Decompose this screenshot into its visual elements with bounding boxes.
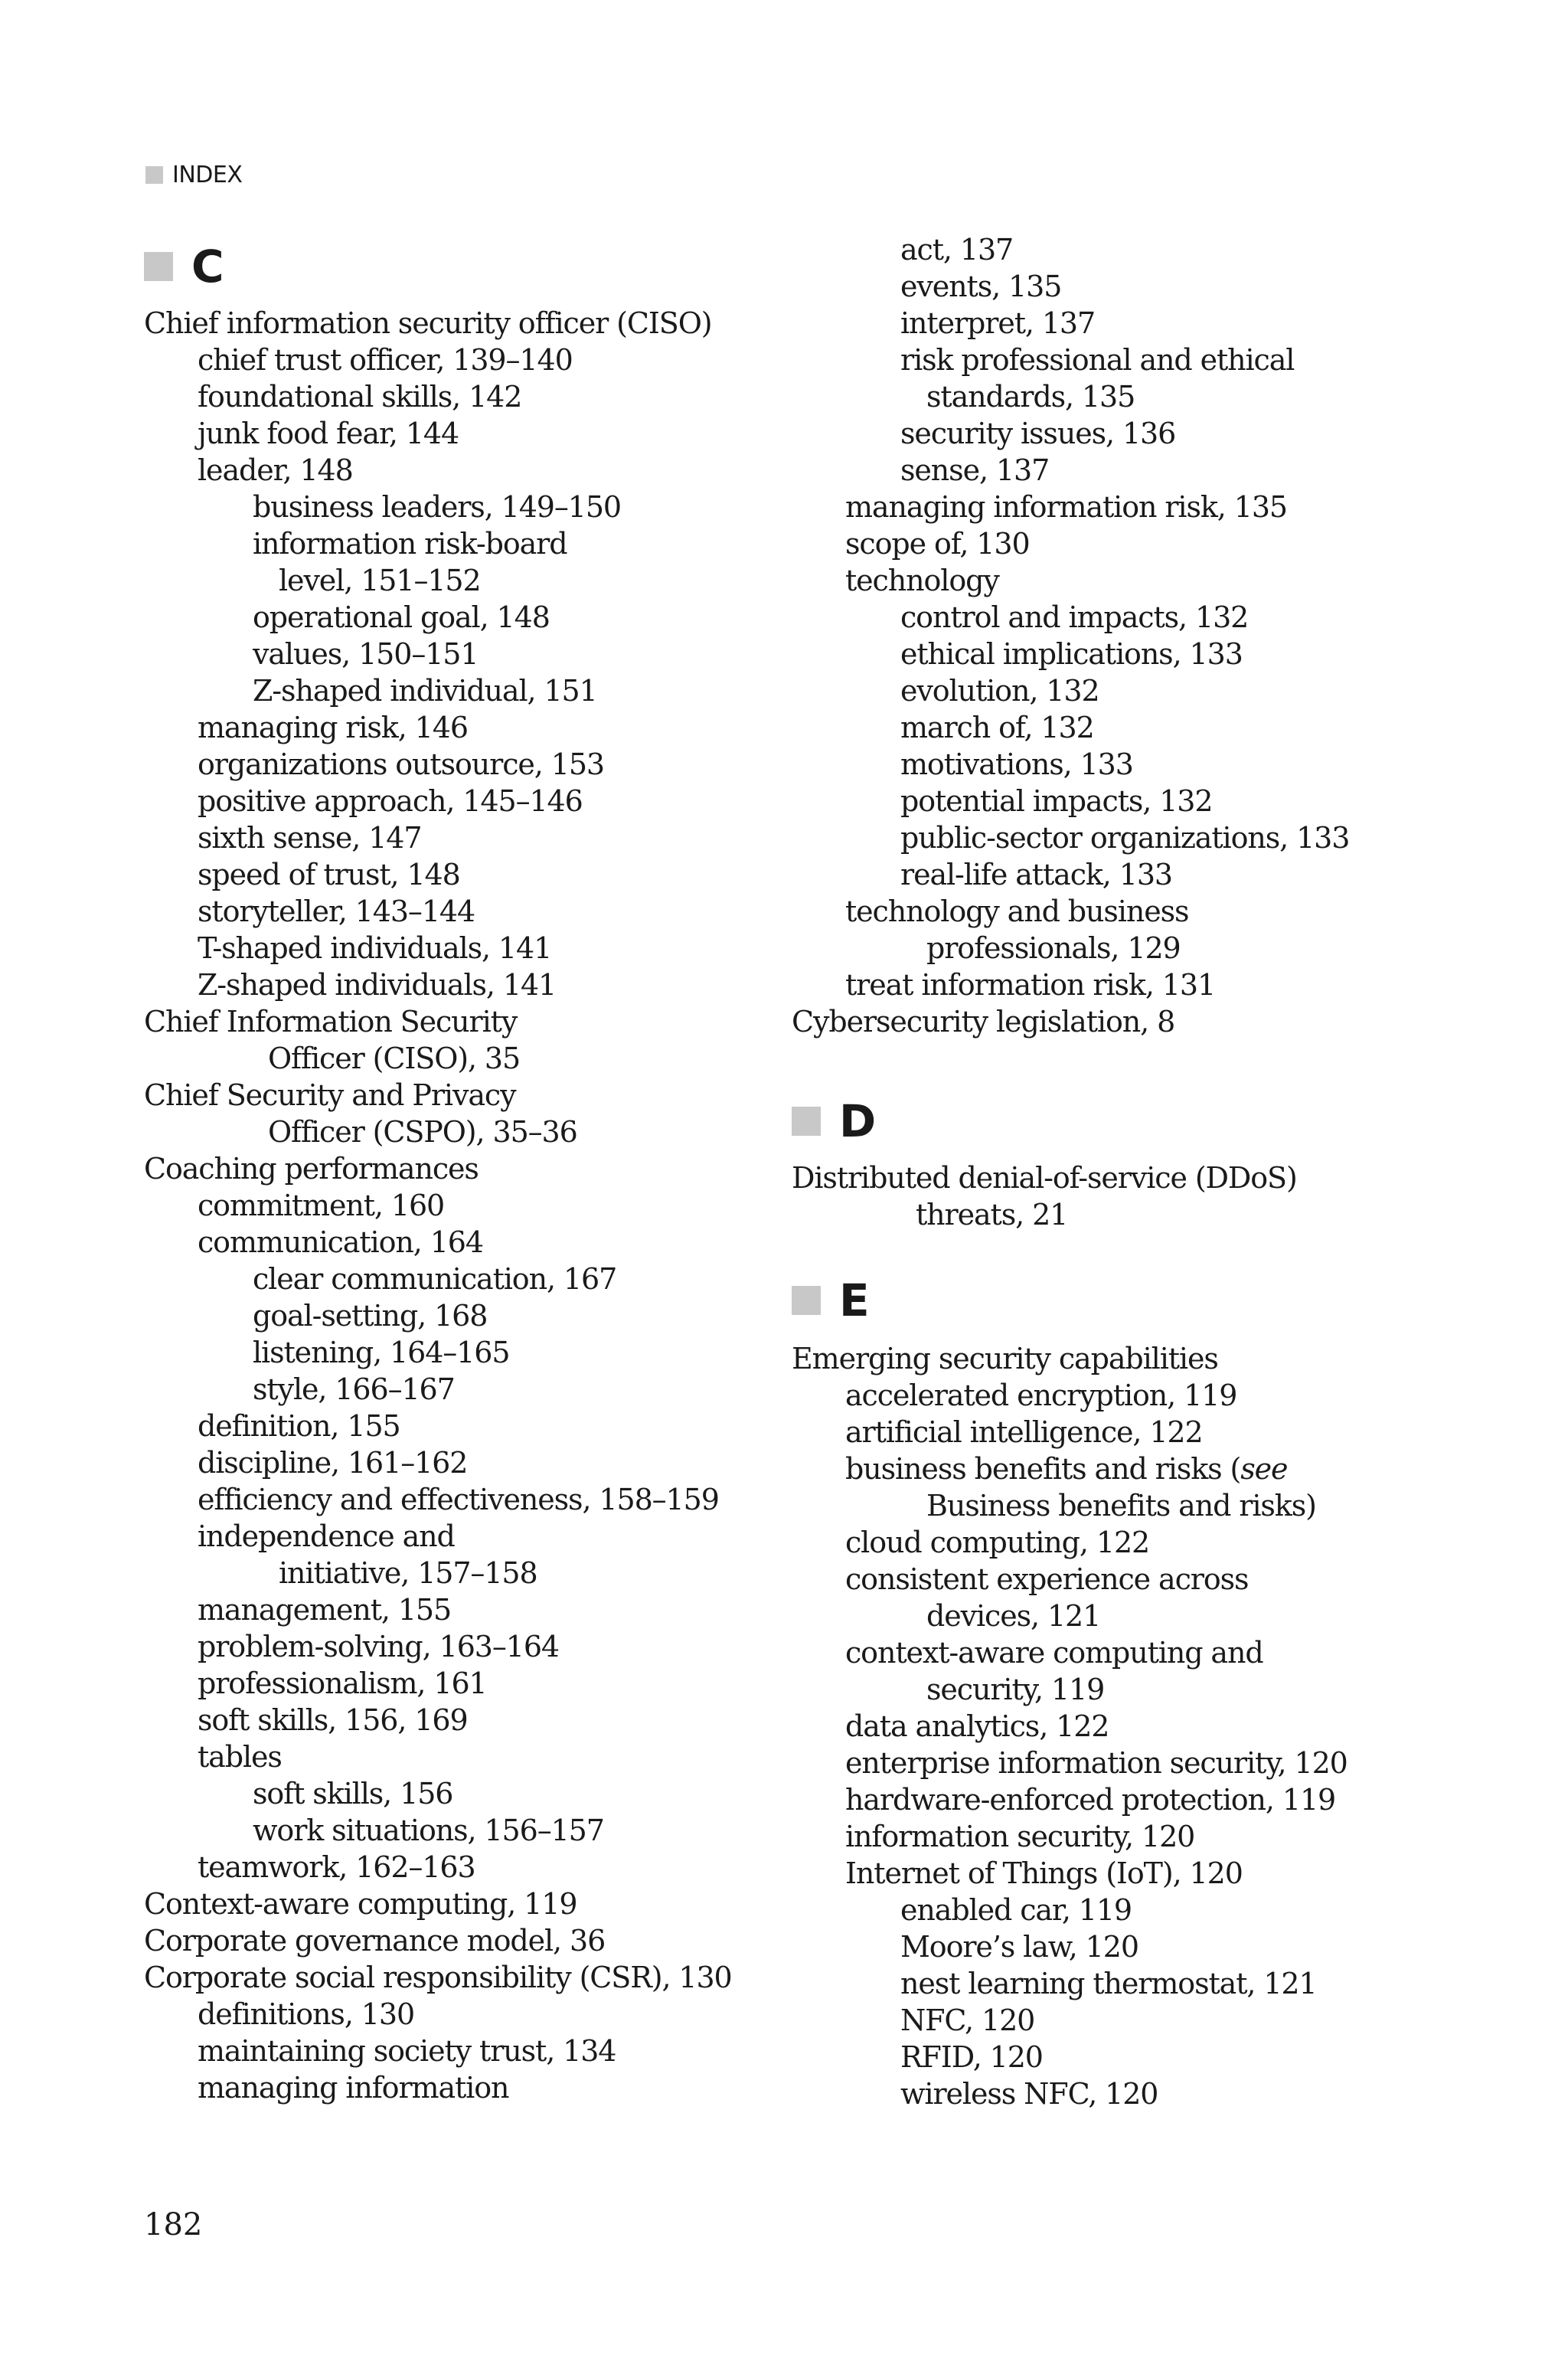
index-continuation: devices, 121 [926,1599,1101,1633]
index-subsubentry: NFC, 120 [900,2003,1035,2037]
index-subentry: efficiency and effectiveness, 158–159 [198,1483,719,1516]
index-subentry: professionalism, 161 [198,1667,487,1700]
index-subentry: junk food fear, 144 [198,417,459,450]
index-subentry: leader, 148 [198,453,353,487]
index-entry: Corporate social responsibility (CSR), 130 [144,1961,732,1994]
index-subentry: Internet of Things (IoT), 120 [845,1856,1243,1890]
index-subentry: maintaining society trust, 134 [198,2034,616,2068]
index-subentry: Z-shaped individuals, 141 [198,968,557,1002]
index-subsubentry: wireless NFC, 120 [900,2077,1158,2111]
index-subentry: foundational skills, 142 [198,380,522,414]
index-subsubentry: Moore’s law, 120 [900,1930,1138,1964]
index-subentry: discipline, 161–162 [198,1446,468,1480]
index-continuation: initiative, 157–158 [279,1556,537,1590]
index-subentry: managing risk, 146 [198,711,468,744]
index-entry: Coaching performances [144,1152,479,1186]
page-number: 182 [144,2207,203,2242]
index-entry: Cybersecurity legislation, 8 [792,1005,1175,1039]
index-subentry: enterprise information security, 120 [845,1746,1348,1780]
square-bullet-icon [792,1107,821,1136]
index-subentry: business benefits and risks (see [845,1452,1288,1486]
index-continuation: security, 119 [926,1673,1105,1706]
index-entry: Context-aware computing, 119 [144,1887,577,1921]
index-subentry: communication, 164 [198,1225,483,1259]
letter-heading-e: E [792,1273,870,1328]
index-subsubentry: work situations, 156–157 [253,1814,604,1847]
index-continuation: Officer (CSPO), 35–36 [268,1115,577,1149]
index-subentry: management, 155 [198,1593,452,1627]
index-subsubentry: nest learning thermostat, 121 [900,1967,1317,2000]
index-subsubentry: public-sector organizations, 133 [900,821,1350,855]
index-subentry: technology and business [845,895,1189,928]
index-entry: Chief Information Security [144,1005,518,1039]
index-subsubentry: real-life attack, 133 [900,858,1172,891]
index-continuation: level, 151–152 [279,564,481,597]
index-continuation: Business benefits and risks) [926,1489,1316,1523]
index-subsubentry: values, 150–151 [253,637,479,671]
index-subentry: positive approach, 145–146 [198,784,583,818]
index-subentry: storyteller, 143–144 [198,895,475,928]
index-subsubentry: potential impacts, 132 [900,784,1213,818]
letter-heading-d: D [792,1094,876,1149]
index-subentry: teamwork, 162–163 [198,1850,475,1884]
index-subsubentry: evolution, 132 [900,674,1099,708]
index-subentry: consistent experience across [845,1562,1249,1596]
index-subentry: technology [845,564,999,597]
index-subentry: soft skills, 156, 169 [198,1703,468,1737]
index-subentry: T-shaped individuals, 141 [198,931,552,965]
index-subsubentry: risk professional and ethical [900,343,1295,377]
index-subsubentry: soft skills, 156 [253,1777,453,1810]
index-subsubentry: enabled car, 119 [900,1893,1132,1927]
index-subentry: treat information risk, 131 [845,968,1216,1002]
index-subsubentry: information risk-board [253,527,567,561]
index-subsubentry: interpret, 137 [900,306,1096,340]
index-subentry: tables [198,1740,282,1774]
index-subsubentry: clear communication, 167 [253,1262,617,1296]
index-subsubentry: act, 137 [900,233,1014,267]
index-subentry: managing information risk, 135 [845,490,1287,524]
square-bullet-icon [144,252,173,281]
index-subsubentry: events, 135 [900,270,1062,303]
index-subsubentry: operational goal, 148 [253,600,550,634]
index-subentry: problem-solving, 163–164 [198,1630,559,1663]
index-subsubentry: security issues, 136 [900,417,1176,450]
running-head-text: INDEX [172,161,243,188]
see-reference: see [1240,1452,1288,1486]
index-subsubentry: motivations, 133 [900,747,1133,781]
index-subentry: sixth sense, 147 [198,821,422,855]
index-subsubentry: ethical implications, 133 [900,637,1243,671]
index-continuation: professionals, 129 [926,931,1181,965]
index-subentry: commitment, 160 [198,1189,445,1222]
square-bullet-icon [792,1286,821,1315]
index-subsubentry: march of, 132 [900,711,1094,744]
index-subentry: organizations outsource, 153 [198,747,604,781]
index-subentry: managing information [198,2071,509,2105]
index-subentry: speed of trust, 148 [198,858,460,891]
index-entry: Emerging security capabilities [792,1342,1218,1375]
index-subentry: accelerated encryption, 119 [845,1379,1237,1412]
index-subsubentry: goal-setting, 168 [253,1299,488,1333]
running-head [145,159,242,190]
index-subsubentry: business leaders, 149–150 [253,490,621,524]
index-entry: Chief Security and Privacy [144,1078,516,1112]
letter-heading-c: C [144,239,224,294]
index-subentry: artificial intelligence, 122 [845,1415,1203,1449]
index-subentry: independence and [198,1519,455,1553]
index-subsubentry: Z-shaped individual, 151 [253,674,597,708]
index-subentry: context-aware computing and [845,1636,1263,1670]
square-bullet-icon [145,166,163,184]
index-entry: Distributed denial-of-service (DDoS) [792,1161,1297,1195]
index-subentry: definition, 155 [198,1409,400,1443]
index-subentry: definitions, 130 [198,1997,415,2031]
index-subentry: data analytics, 122 [845,1709,1109,1743]
index-subsubentry: style, 166–167 [253,1372,455,1406]
index-entry: Chief information security officer (CISO) [144,306,712,340]
index-subsubentry: listening, 164–165 [253,1336,510,1369]
index-subsubentry: RFID, 120 [900,2040,1043,2074]
index-subentry: hardware-enforced protection, 119 [845,1783,1336,1817]
index-continuation: Officer (CISO), 35 [268,1042,521,1075]
index-subsubentry: control and impacts, 132 [900,600,1249,634]
index-subentry: scope of, 130 [845,527,1030,561]
index-subsubentry: sense, 137 [900,453,1050,487]
index-entry: Corporate governance model, 36 [144,1924,606,1958]
index-subentry: information security, 120 [845,1820,1195,1853]
index-subentry: cloud computing, 122 [845,1526,1150,1559]
index-subentry: chief trust officer, 139–140 [198,343,573,377]
index-continuation: threats, 21 [916,1198,1068,1232]
index-continuation: standards, 135 [926,380,1135,414]
